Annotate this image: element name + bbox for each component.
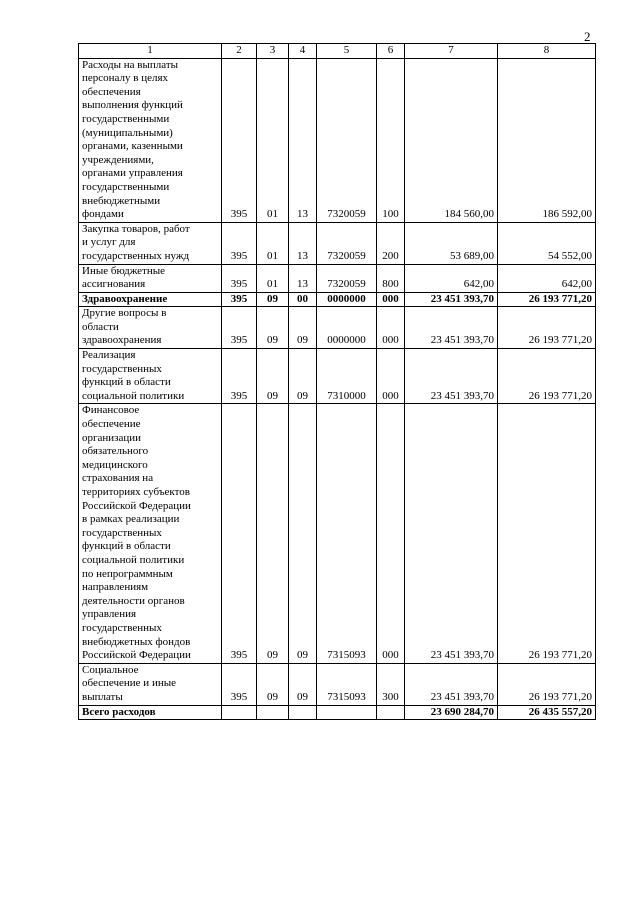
chapter-code: 395 xyxy=(222,264,257,292)
amount-year-2: 26 193 771,20 xyxy=(498,404,596,663)
row-description xyxy=(79,307,222,349)
row-description xyxy=(79,264,222,292)
description-line: Реализация xyxy=(82,349,136,362)
row-description xyxy=(79,292,222,307)
description-line: Российской Федерации xyxy=(82,499,191,512)
target-article-code: 7320059 xyxy=(317,58,377,222)
amount-year-1: 53 689,00 xyxy=(405,222,498,264)
description-line: социальной политики xyxy=(82,553,185,566)
description-line: Закупка товаров, работ xyxy=(82,222,190,235)
section-code: 09 xyxy=(257,307,289,349)
description-line: государственных нужд xyxy=(82,249,190,262)
target-article-code: 0000000 xyxy=(317,307,377,349)
column-header: 7 xyxy=(405,44,498,59)
amount-year-1: 23 451 393,70 xyxy=(405,292,498,307)
description-line: функций в области xyxy=(82,540,171,553)
chapter-code: 395 xyxy=(222,58,257,222)
section-code: 09 xyxy=(257,292,289,307)
amount-year-2: 54 552,00 xyxy=(498,222,596,264)
description-line: территориях субъектов xyxy=(82,486,190,498)
description-line: обязательного xyxy=(82,445,149,458)
chapter-code: 395 xyxy=(222,404,257,663)
subsection-code: 13 xyxy=(289,264,317,292)
subsection-code: 09 xyxy=(289,404,317,663)
subsection-code xyxy=(289,705,317,720)
table-row xyxy=(79,292,596,307)
amount-year-1: 184 560,00 xyxy=(405,58,498,222)
description-line: здравоохранения xyxy=(82,334,162,347)
description-line: фондами xyxy=(82,208,124,221)
amount-year-1: 23 451 393,70 xyxy=(405,349,498,404)
column-header: 3 xyxy=(257,44,289,59)
amount-year-2: 26 193 771,20 xyxy=(498,349,596,404)
description-line: по непрограммным xyxy=(82,567,173,580)
description-line: учреждениями, xyxy=(82,153,154,166)
description-line: выполнения функций xyxy=(82,99,183,112)
subsection-code: 13 xyxy=(289,58,317,222)
amount-year-2: 26 193 771,20 xyxy=(498,307,596,349)
description-line: внебюджетными xyxy=(82,194,161,207)
subsection-code: 09 xyxy=(289,349,317,404)
subsection-code: 13 xyxy=(289,222,317,264)
chapter-code: 395 xyxy=(222,349,257,404)
description-line: Другие вопросы в xyxy=(82,307,167,320)
target-article-code xyxy=(317,705,377,720)
description-line: органами, казенными xyxy=(82,140,183,153)
description-line: функций в области xyxy=(82,376,171,389)
table-row xyxy=(79,705,596,720)
description-line: государственных xyxy=(82,526,162,539)
table-row xyxy=(79,222,596,264)
section-code: 01 xyxy=(257,264,289,292)
description-line: страхования на xyxy=(82,472,154,485)
section-code: 01 xyxy=(257,58,289,222)
subsection-code: 00 xyxy=(289,292,317,307)
description-line: государственных xyxy=(82,362,162,375)
description-line: управления xyxy=(82,608,137,621)
description-line: организации xyxy=(82,431,142,444)
column-header: 1 xyxy=(79,44,222,59)
section-code: 09 xyxy=(257,349,289,404)
expense-type-code: 000 xyxy=(377,349,405,404)
expense-type-code: 000 xyxy=(377,307,405,349)
description-line: в рамках реализации xyxy=(82,513,180,526)
amount-year-1: 23 451 393,70 xyxy=(405,663,498,705)
description-line: деятельности органов xyxy=(82,594,185,607)
row-description xyxy=(79,222,222,264)
description-line: Всего расходов xyxy=(82,705,156,718)
description-line: ассигнования xyxy=(82,278,146,291)
expense-type-code: 000 xyxy=(377,292,405,307)
amount-year-1: 23 451 393,70 xyxy=(405,307,498,349)
description-line: внебюджетных фондов xyxy=(82,635,191,648)
description-line: социальной политики xyxy=(82,389,185,402)
table-header-row xyxy=(79,44,596,59)
table-row xyxy=(79,663,596,705)
table-row xyxy=(79,349,596,404)
row-description xyxy=(79,58,222,222)
amount-year-1: 23 690 284,70 xyxy=(405,705,498,720)
description-line: персоналу в целях xyxy=(82,72,169,85)
description-line: государственными xyxy=(82,180,170,193)
column-header: 2 xyxy=(222,44,257,59)
subsection-code: 09 xyxy=(289,663,317,705)
amount-year-2: 26 193 771,20 xyxy=(498,663,596,705)
target-article-code: 7320059 xyxy=(317,222,377,264)
description-line: Здравоохранение xyxy=(82,292,168,305)
table-body xyxy=(79,44,596,720)
amount-year-1: 642,00 xyxy=(405,264,498,292)
expense-type-code: 100 xyxy=(377,58,405,222)
description-line: Российской Федерации xyxy=(82,649,191,662)
description-line: государственными xyxy=(82,112,170,125)
subsection-code: 09 xyxy=(289,307,317,349)
description-line: обеспечение и иные xyxy=(82,677,176,690)
row-description xyxy=(79,663,222,705)
description-line: выплаты xyxy=(82,690,123,703)
column-header: 4 xyxy=(289,44,317,59)
target-article-code: 7315093 xyxy=(317,663,377,705)
amount-year-2: 26 435 557,20 xyxy=(498,705,596,720)
section-code: 09 xyxy=(257,663,289,705)
row-description xyxy=(79,404,222,663)
column-header: 8 xyxy=(498,44,596,59)
target-article-code: 7320059 xyxy=(317,264,377,292)
table-row xyxy=(79,404,596,663)
chapter-code: 395 xyxy=(222,222,257,264)
amount-year-2: 186 592,00 xyxy=(498,58,596,222)
description-line: (муниципальными) xyxy=(82,126,173,139)
table-row xyxy=(79,264,596,292)
target-article-code: 7315093 xyxy=(317,404,377,663)
description-line: обеспечение xyxy=(82,418,141,431)
description-line: государственных xyxy=(82,621,162,634)
column-header: 5 xyxy=(317,44,377,59)
target-article-code: 0000000 xyxy=(317,292,377,307)
description-line: и услуг для xyxy=(82,236,136,249)
description-line: области xyxy=(82,320,119,333)
chapter-code: 395 xyxy=(222,292,257,307)
expense-type-code: 000 xyxy=(377,404,405,663)
chapter-code: 395 xyxy=(222,307,257,349)
column-header: 6 xyxy=(377,44,405,59)
section-code: 09 xyxy=(257,404,289,663)
section-code xyxy=(257,705,289,720)
expense-type-code: 800 xyxy=(377,264,405,292)
description-line: Социальное xyxy=(82,663,139,676)
description-line: направлениям xyxy=(82,581,149,594)
budget-table xyxy=(78,43,596,720)
description-line: органами управления xyxy=(82,167,183,180)
description-line: Расходы на выплаты xyxy=(82,58,179,71)
expense-type-code: 300 xyxy=(377,663,405,705)
table-row xyxy=(79,58,596,222)
table-row xyxy=(79,307,596,349)
chapter-code xyxy=(222,705,257,720)
page-number: 2 xyxy=(584,29,591,44)
amount-year-1: 23 451 393,70 xyxy=(405,404,498,663)
chapter-code: 395 xyxy=(222,663,257,705)
section-code: 01 xyxy=(257,222,289,264)
target-article-code: 7310000 xyxy=(317,349,377,404)
row-description xyxy=(79,349,222,404)
row-description xyxy=(79,705,222,720)
amount-year-2: 26 193 771,20 xyxy=(498,292,596,307)
description-line: обеспечения xyxy=(82,85,141,98)
description-line: Финансовое xyxy=(82,404,140,417)
amount-year-2: 642,00 xyxy=(498,264,596,292)
expense-type-code xyxy=(377,705,405,720)
expense-type-code: 200 xyxy=(377,222,405,264)
description-line: медицинского xyxy=(82,458,148,471)
description-line: Иные бюджетные xyxy=(82,264,166,277)
